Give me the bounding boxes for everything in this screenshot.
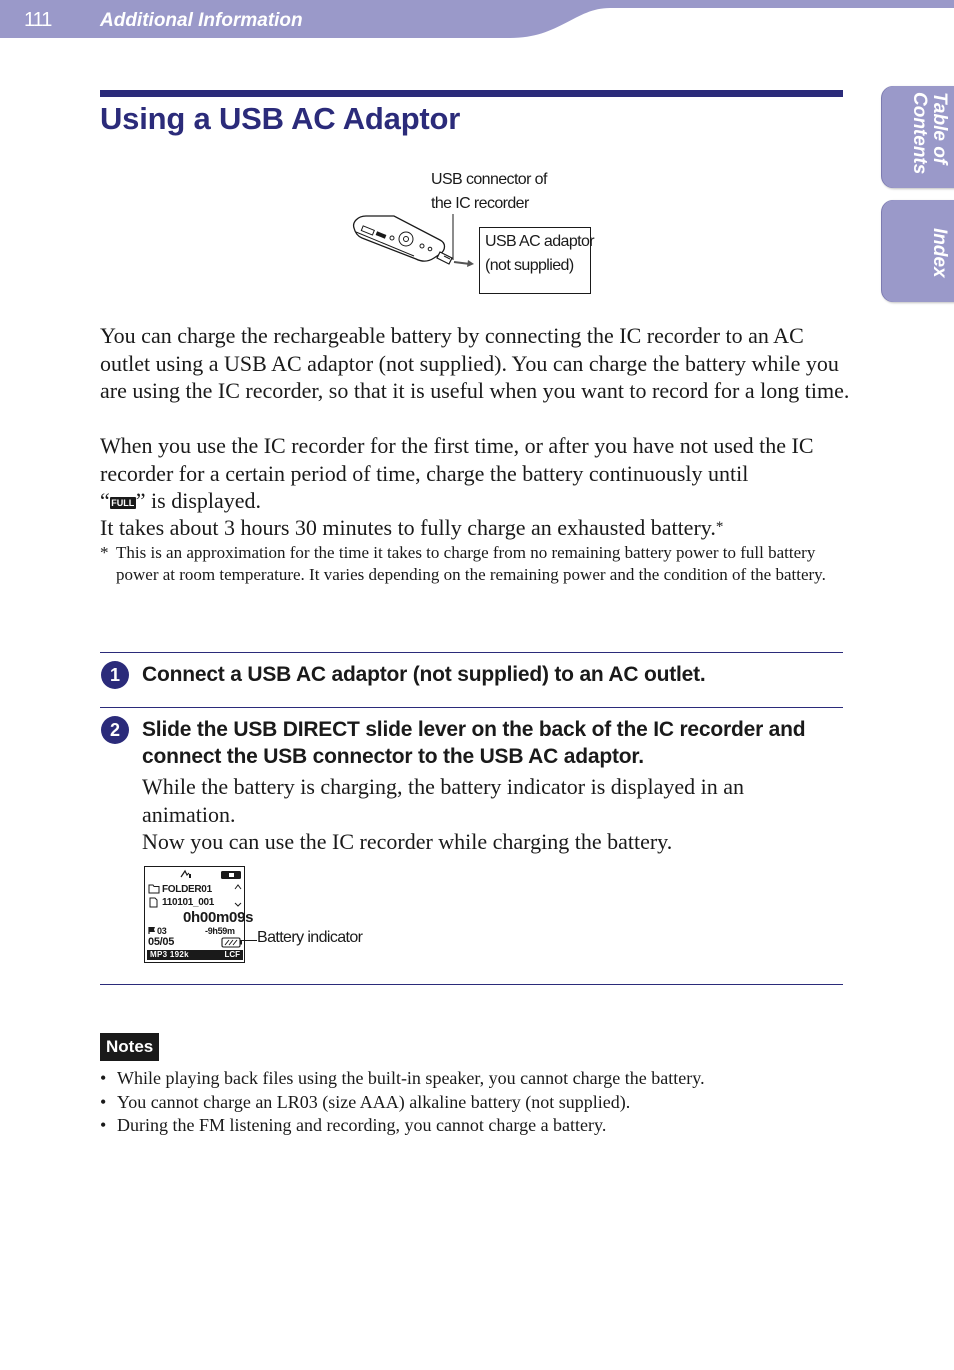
step-1-heading: Connect a USB AC adaptor (not supplied) to an AC outlet.	[142, 663, 706, 686]
footnote-text: This is an approximation for the time it takes to charge from no remaining battery power to full battery power at room temperature. It varies depending on the remaining power and the condition of the battery.	[116, 543, 826, 584]
lcd-format-bar	[147, 950, 243, 960]
is-displayed-text: ” is displayed.	[135, 488, 262, 513]
lcd-display	[144, 866, 254, 963]
note-item	[100, 1114, 840, 1138]
tab-index[interactable]	[882, 200, 954, 302]
tab-table-of-contents[interactable]	[882, 86, 954, 188]
note-bullet: •	[100, 1115, 107, 1135]
note-bullet: •	[100, 1091, 107, 1112]
note-item	[100, 1091, 840, 1115]
step-2-heading: Slide the USB DIRECT slide lever on the back of the IC recorder and connect the USB connector to the USB AC adaptor.	[142, 718, 806, 768]
lcd-track-number: 03	[157, 926, 167, 936]
section-name: Additional Information	[100, 10, 303, 31]
full-indicator-line	[100, 487, 850, 515]
track-flag-icon	[149, 927, 155, 934]
notes-list	[100, 1067, 840, 1138]
step-2-body-use: Now you can use the IC recorder while charging the battery.	[142, 829, 673, 854]
lcd-elapsed-time: 0h00m09s	[183, 909, 254, 926]
footnote-mark: *	[100, 543, 109, 562]
lcd-folder-name: FOLDER01	[162, 884, 212, 895]
battery-full-icon: FULL	[111, 498, 135, 508]
page-title: Using a USB AC Adaptor	[100, 101, 461, 136]
first-use-paragraph: When you use the IC recorder for the first time, or after you have not used the IC recorder for a certain period of time, charge the battery continuously until	[100, 433, 814, 486]
note-item	[100, 1067, 840, 1091]
scroll-down-icon	[235, 903, 241, 906]
step-2-number-badge: 2	[101, 716, 129, 744]
folder-icon	[149, 885, 159, 893]
intro-paragraph: You can charge the rechargeable battery by connecting the IC recorder to an AC outlet using a USB AC adaptor (not supplied). You can charge the battery while you are using the IC recorder, so that it is useful when you want to record for a long time.	[100, 323, 850, 403]
note-text: During the FM listening and recording, you cannot charge a battery.	[117, 1115, 607, 1135]
usb-adaptor-callout	[479, 227, 594, 294]
scroll-up-icon	[235, 885, 241, 889]
charge-time-text: It takes about 3 hours 30 minutes to fully charge an exhausted battery.	[100, 515, 716, 540]
lcd-file-name: 110101_001	[162, 897, 215, 908]
battery-indicator-label: Battery indicator	[257, 929, 363, 946]
battery-indicator-leader-line	[240, 940, 257, 941]
battery-top-icon	[221, 871, 241, 879]
step-divider-middle	[100, 707, 843, 708]
usb-connector-label: USB connector of the IC recorder	[431, 171, 547, 212]
footnote-reference: *	[715, 519, 724, 535]
page-number: 111	[24, 9, 52, 31]
step-divider-bottom	[100, 984, 843, 985]
note-bullet: •	[100, 1068, 107, 1088]
notes-heading: Notes	[100, 1033, 159, 1061]
charge-time-paragraph	[100, 514, 850, 542]
ic-recorder-illustration	[348, 210, 478, 280]
step-2-body-charging: While the battery is charging, the battery indicator is displayed in an animation.	[142, 774, 744, 827]
note-text: While playing back files using the built-in speaker, you cannot charge the battery.	[117, 1068, 705, 1088]
tab-index-label: Index	[929, 228, 950, 278]
usb-adaptor-label: USB AC adaptor (not supplied)	[485, 233, 594, 274]
lcd-format: MP3 192k	[150, 950, 189, 959]
file-icon	[150, 898, 157, 907]
step-divider-top	[100, 652, 843, 653]
lcd-file-index: 05/05	[148, 936, 175, 948]
tab-table-of-contents-label: Table of Contents	[909, 92, 950, 175]
lcd-lcf: LCF	[224, 950, 240, 959]
title-rule	[100, 90, 843, 97]
lcd-remaining-time: -9h59m	[205, 926, 235, 936]
battery-indicator-icon	[222, 938, 242, 947]
open-quote: “	[100, 488, 110, 513]
signal-icon	[181, 871, 191, 878]
header-band	[0, 0, 954, 40]
step-1-number-badge: 1	[101, 661, 129, 689]
footnote	[100, 542, 840, 585]
note-text: You cannot charge an LR03 (size AAA) alkaline battery (not supplied).	[117, 1091, 631, 1112]
